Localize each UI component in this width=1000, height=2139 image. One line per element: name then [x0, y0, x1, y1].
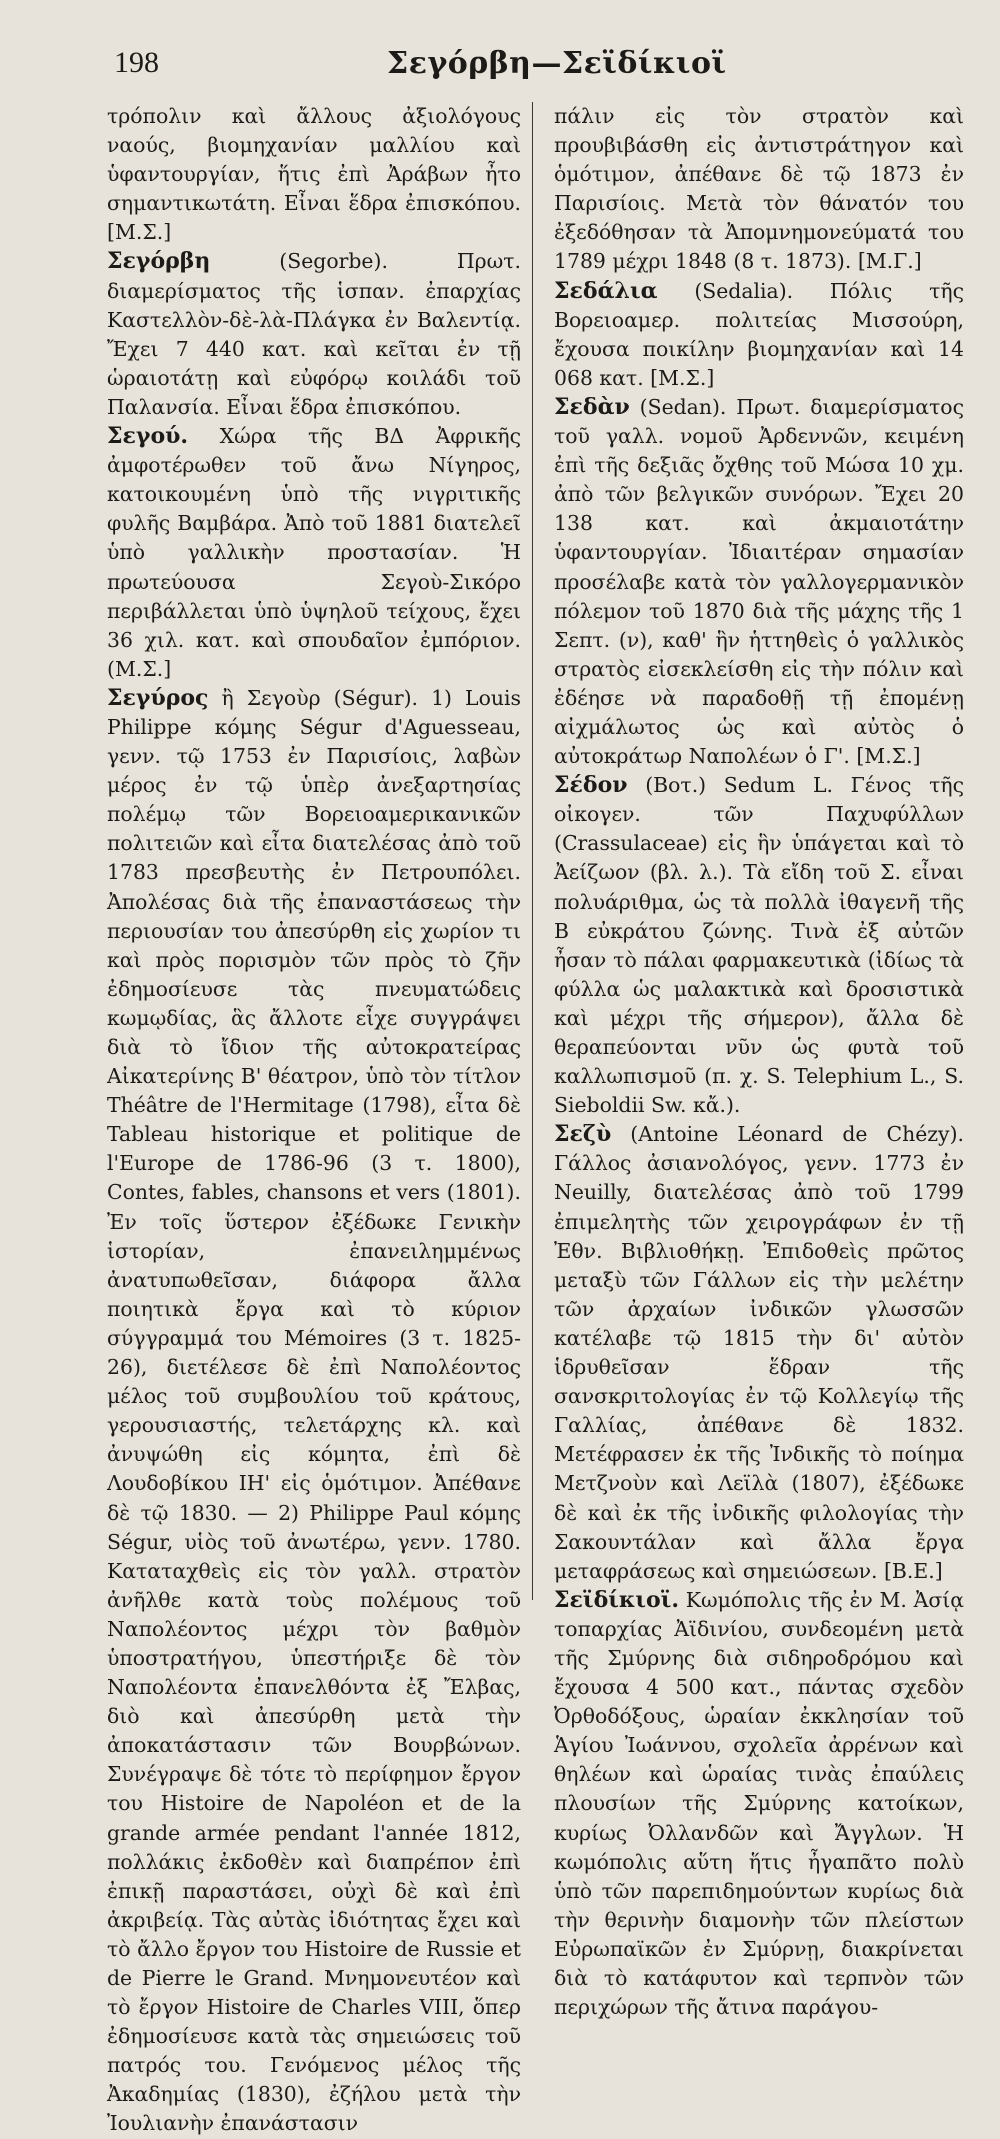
running-head: Σεγόρβη—Σεϊδίκιοϊ	[387, 46, 727, 81]
entry-continuation	[107, 102, 521, 247]
entry-text: (Segorbe). Πρωτ. διαμερίσματος τῆς ἱσπαν. ἐπαρχίας Καστελλὸν-δὲ-λὰ-Πλάγκα ἐν Βαλεντίᾳ. Ἔχει 7 440 κατ. καὶ κεῖται ἐν τῇ ὡραιοτάτῃ καὶ εὐφόρῳ κοιλάδι τοῦ Παλανσία. Εἶναι ἕδρα ἐπισκόπου.	[107, 249, 521, 419]
entry-headword: Σέδον	[554, 772, 628, 799]
entry-text: Κωμόπολις τῆς ἐν Μ. Ἀσίᾳ τοπαρχίας Ἀϊδινίου, συνδεομένη μετὰ τῆς Σμύρνης διὰ σιδηροδρόμου καὶ ἔχουσα 4 500 κατ., πάντας σχεδὸν Ὀρθοδόξους, ὡραίαν ἐκκλησίαν τοῦ Ἁγίου Ἰωάννου, σχολεῖα ἀρρένων καὶ θηλέων καὶ ὡραίας τινὰς ἐπαύλεις πλουσίων τῆς Σμύρνης κατοίκων, κυρίως Ὀλλανδῶν καὶ Ἄγγλων. Ἡ κωμόπολις αὕτη ἥτις ἦγαπᾶτο πολὺ ὑπὸ τῶν παρεπιδημούντων κυρίως διὰ τὴν θερινὴν διαμονὴν τῶν πλείστων Εὐρωπαϊκῶν ἐν Σμύρνῃ, διακρίνεται διὰ τὸ κατάφυτον καὶ τερπνὸν τῶν περιχώρων τῆς ἄτινα παράγου-	[554, 1587, 965, 2020]
entry-text: τρόπολιν καὶ ἄλλους ἀξιολόγους ναούς, βιομηχανίαν μαλλίου καὶ ὑφαντουργίαν, ἥτις ἐπὶ Ἀράβων ἦτο σημαντικωτάτη. Εἶναι ἕδρα ἐπισκόπου. [Μ.Σ.]	[107, 104, 521, 245]
entry-segur	[107, 684, 521, 2139]
entry-text: (Antoine Léonard de Chézy). Γάλλος ἀσιανολόγος, γενν. 1773 ἐν Neuilly, διατελέσας ἀπὸ τοῦ 1799 ἐπιμελητὴς τῶν χειρογράφων ἐν τῇ Ἐθν. Βιβλιοθήκῃ. Ἐπιδοθεὶς πρῶτος μεταξὺ τῶν Γάλλων εἰς τὴν μελέτην τῶν ἀρχαίων ἰνδικῶν γλωσσῶν κατέλαβε τῷ 1815 τὴν δι' αὐτὸν ἱδρυθεῖσαν ἕδραν τῆς σανσκριτολογίας ἐν τῷ Κολλεγίῳ τῆς Γαλλίας, ἀπέθανε δὲ 1832. Μετέφρασεν ἐκ τῆς Ἰνδικῆς τὸ ποίημα Μετζνοὺν καὶ Λεϊλὰ (1807), ἐξέδωκε δὲ καὶ ἐκ τῆς ἰνδικῆς φιλολογίας τὴν Σακουντάλαν καὶ ἄλλα ἔργα μεταφράσεως καὶ σημειώσεων. [Β.Ε.]	[554, 1122, 964, 1583]
page-number: 198	[114, 46, 159, 79]
entry-segorbe	[107, 247, 521, 422]
entry-headword: Σεδάλια	[554, 277, 658, 304]
entry-headword: Σεγού.	[107, 423, 189, 450]
entry-headword: Σεϊδίκιοϊ.	[554, 1586, 680, 1613]
entry-seidikioi	[554, 1586, 964, 2022]
entry-continuation	[554, 102, 964, 277]
entry-text: (Βοτ.) Sedum L. Γένος τῆς οἰκογεν. τῶν Παχυφύλλων (Crassulaceae) εἰς ἣν ὑπάγεται καὶ τὸ Ἀείζωον (βλ. λ.). Τὰ εἴδη τοῦ Σ. εἶναι πολυάριθμα, ὡς τὰ πολλὰ ἰθαγενῆ τῆς Β εὐκράτου ζώνης. Τινὰ ἐξ αὐτῶν ἦσαν τὸ πάλαι φαρμακευτικὰ (ἰδίως τὰ φύλλα ὡς μαλακτικὰ καὶ δροσιστικὰ καὶ μέχρι τῆς σήμερον), ἄλλα δὲ θεραπεύονται νῦν ὡς φυτὰ τοῦ καλλωπισμοῦ (π. χ. S. Telephium L., S. Sieboldii Sw. κἄ.).	[554, 773, 964, 1118]
entry-chezy	[554, 1120, 964, 1586]
entry-text: (Sedalia). Πόλις τῆς Βορειοαμερ. πολιτείας Μισσούρη, ἔχουσα ποικίλην βιομηχανίαν καὶ 14 068 κατ. [Μ.Σ.]	[554, 278, 964, 390]
left-column	[107, 102, 521, 2139]
entry-headword: Σεγύρος	[107, 684, 209, 711]
entry-headword: Σεγόρβη	[107, 248, 211, 275]
column-divider	[532, 102, 533, 1600]
entry-text: (Sedan). Πρωτ. διαμερίσματος τοῦ γαλλ. νομοῦ Ἀρδεννῶν, κειμένη ἐπὶ τῆς δεξιᾶς ὄχθης τοῦ Μώσα 10 χμ. ἀπὸ τῶν βελγικῶν συνόρων. Ἔχει 20 138 κατ. καὶ ἀκμαιοτάτην ὑφαντουργίαν. Ἰδιαιτέραν σημασίαν προσέλαβε κατὰ τὸν γαλλογερμανικὸν πόλεμον τοῦ 1870 διὰ τῆς μάχης τῆς 1 Σεπτ. (ν), καθ' ἣν ἡττηθεὶς ὁ γαλλικὸς στρατὸς εἰσεκλείσθη εἰς τὴν πόλιν καὶ ἐδέησε νὰ παραδοθῇ τῇ ἐπομένῃ αἰχμάλωτος ὡς καὶ αὐτὸς ὁ αὐτοκράτωρ Ναπολέων ὁ Γ'. [Μ.Σ.]	[554, 394, 964, 769]
page-header	[0, 36, 1000, 96]
entry-segou	[107, 422, 521, 684]
entry-sedon	[554, 771, 964, 1120]
right-column	[554, 102, 964, 2022]
entry-headword: Σεδὰν	[554, 393, 630, 420]
entry-text: πάλιν εἰς τὸν στρατὸν καὶ προυβιβάσθη εἰς ἀντιστράτηγον καὶ ὁμότιμον, ἀπέθανε δὲ τῷ 1873 ἐν Παρισίοις. Μετὰ τὸν θάνατόν του ἐξεδόθησαν τὰ Ἀπομνημονεύματά του 1789 μέχρι 1848 (8 τ. 1873). [Μ.Γ.]	[554, 104, 964, 274]
entry-text: Χώρα τῆς ΒΔ Ἀφρικῆς ἀμφοτέρωθεν τοῦ ἄνω Νίγηρος, κατοικουμένη ὑπὸ τῆς νιγριτικῆς φυλῆς Βαμβάρα. Ἀπὸ τοῦ 1881 διατελεῖ ὑπὸ γαλλικὴν προστασίαν. Ἡ πρωτεύουσα Σεγοὺ-Σικόρο περιβάλλεται ὑπὸ ὑψηλοῦ τείχους, ἔχει 36 χιλ. κατ. καὶ σπουδαῖον ἐμπόριον. (Μ.Σ.]	[107, 424, 521, 681]
entry-sedan	[554, 393, 964, 771]
entry-headword: Σεζὺ	[554, 1121, 612, 1148]
entry-sedalia	[554, 277, 964, 393]
entry-text: ἢ Σεγοὺρ (Ségur). 1) Louis Philippe κόμης Ségur d'Aguesseau, γενν. τῷ 1753 ἐν Παρισίοις, λαβὼν μέρος ἐν τῷ ὑπὲρ ἀνεξαρτησίας πολέμῳ τῶν Βορειοαμερικανικῶν πολιτειῶν καὶ εἶτα διατελέσας ἀπὸ τοῦ 1783 πρεσβευτὴς ἐν Πετρουπόλει. Ἀπολέσας διὰ τῆς ἐπαναστάσεως τὴν περιουσίαν του ἀπεσύρθη εἰς χωρίον τι καὶ πρὸς πορισμὸν τῶν πρὸς τὸ ζῆν ἐδημοσίευσε τὰς πνευματώδεις κωμῳδίας, ἃς ἄλλοτε εἶχε συγγράψει διὰ τὸ ἴδιον τῆς αὐτοκρατείρας Αἰκατερίνης Β' θέατρον, ὑπὸ τὸν τίτλον Théâtre de l'Hermitage (1798), εἶτα δὲ Tableau historique et politique de l'Europe de 1786-96 (3 τ. 1800), Contes, fables, chansons et vers (1801). Ἐν τοῖς ὕστερον ἐξέδωκε Γενικὴν ἱστορίαν, ἐπανειλημμένως ἀνατυπωθεῖσαν, διάφορα ἄλλα ποιητικὰ ἔργα καὶ τὸ κύριον σύγγραμμά του Mémoires (3 τ. 1825-26), διετέλεσε δὲ ἐπὶ Ναπολέοντος μέλος τοῦ συμβουλίου τοῦ κράτους, γερουσιαστής, τελετάρχης κλ. καὶ ἀνυψώθη εἰς κόμητα, ἐπὶ δὲ Λουδοβίκου ΙΗ' εἰς ὁμότιμον. Ἀπέθανε δὲ τῷ 1830. — 2) Philippe Paul κόμης Ségur, υἱὸς τοῦ ἀνωτέρω, γενν. 1780. Καταταχθεὶς εἰς τὸν γαλλ. στρατὸν ἀνῆλθε κατὰ τοὺς πολέμους τοῦ Ναπολέοντος μέχρι τὸν βαθμὸν ὑποστρατήγου, ὑπεστήριξε δὲ τὸν Ναπολέοντα ἐπανελθόντα ἐξ Ἔλβας, διὸ καὶ ἀπεσύρθη μετὰ τὴν ἀποκατάστασιν τῶν Βουρβώνων. Συνέγραψε δὲ τότε τὸ περίφημον ἔργον του Histoire de Napoléon et de la grande armée pendant l'année 1812, πολλάκις ἐκδοθὲν καὶ διαπρέπον ἐπὶ ἐπικῇ παραστάσει, οὐχὶ δὲ καὶ ἐπὶ ἀκριβείᾳ. Τὰς αὐτὰς ἰδιότητας ἔχει καὶ τὸ ἄλλο ἔργον του Histoire de Russie et de Pierre le Grand. Μνημονευτέον καὶ τὸ ἔργον Histoire de Charles VIII, ὅπερ ἐδημοσίευσε κατὰ τὰς σημειώσεις τοῦ πατρός του. Γενόμενος μέλος τῆς Ἀκαδημίας (1830), ἐζήλου μετὰ τὴν Ἰουλιανὴν ἐπανάστασιν	[107, 685, 521, 2136]
